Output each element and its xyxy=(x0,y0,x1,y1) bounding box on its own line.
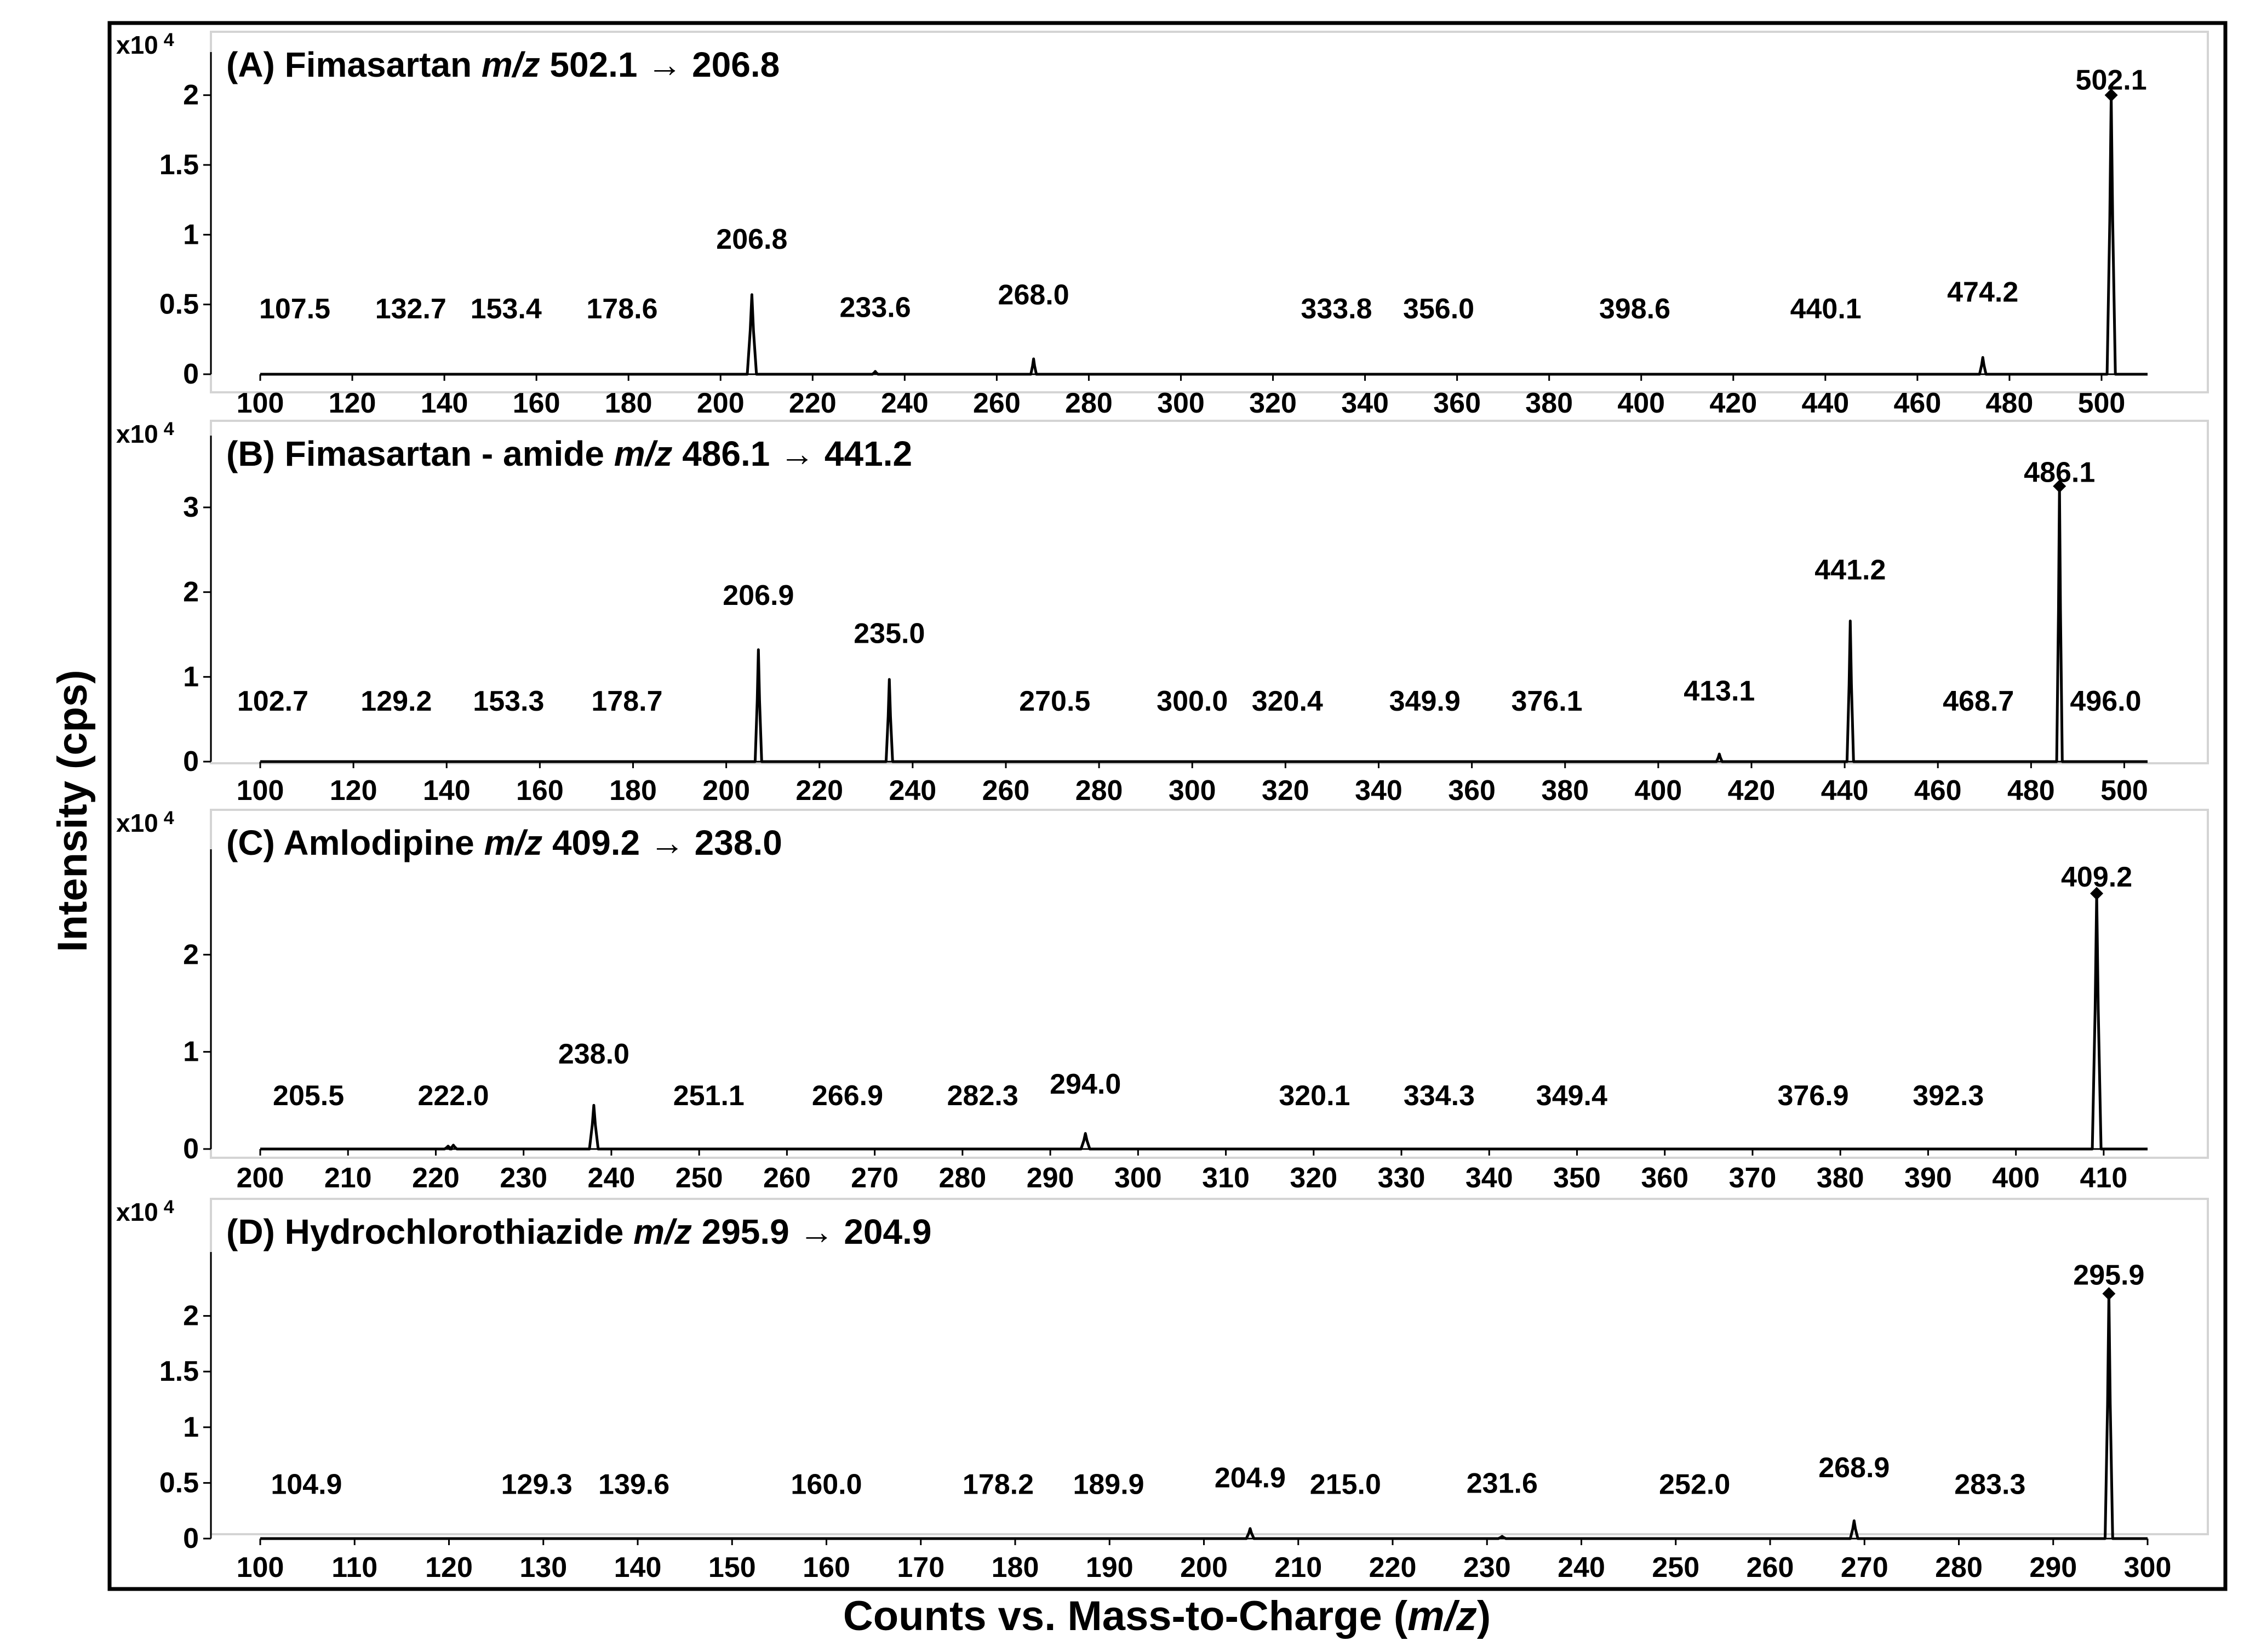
x-tick-label: 240 xyxy=(587,1162,636,1194)
x-tick-label: 230 xyxy=(500,1162,548,1194)
x-tick-label: 420 xyxy=(1727,775,1776,807)
x-tick-label: 240 xyxy=(889,775,937,807)
x-tick-label: 150 xyxy=(708,1552,756,1584)
y-multiplier-exponent: 4 xyxy=(163,419,174,439)
y-tick-label: 0 xyxy=(183,1133,199,1165)
x-tick-label: 500 xyxy=(2100,775,2148,807)
peak-label: 178.2 xyxy=(962,1468,1034,1501)
x-tick-label: 340 xyxy=(1355,775,1402,807)
x-tick-label: 160 xyxy=(516,775,564,807)
y-tick-label: 0 xyxy=(183,358,199,390)
peak-label: 376.1 xyxy=(1511,685,1583,718)
x-tick-label: 200 xyxy=(236,1162,284,1194)
peak-label: 398.6 xyxy=(1599,293,1671,325)
x-tick-label: 240 xyxy=(880,387,929,419)
x-tick-label: 320 xyxy=(1290,1162,1338,1194)
x-tick-label: 120 xyxy=(329,775,377,807)
x-tick-label: 440 xyxy=(1821,775,1869,807)
x-tick-label: 220 xyxy=(795,775,844,807)
spectrum-panel-c xyxy=(116,808,2208,1194)
y-axis-title: Intensity (cps) xyxy=(49,670,96,952)
y-multiplier-base: x10 xyxy=(116,420,158,448)
peak-label: 294.0 xyxy=(1050,1068,1121,1100)
x-tick-label: 460 xyxy=(1893,387,1942,419)
peak-label: 282.3 xyxy=(947,1080,1018,1112)
x-tick-label: 300 xyxy=(1157,387,1205,419)
x-tick-label: 160 xyxy=(512,387,560,419)
peak-label: 356.0 xyxy=(1402,293,1475,325)
spectrum-panel-d xyxy=(116,1197,2208,1584)
peak-label: 222.0 xyxy=(417,1080,489,1112)
peak-label: 376.9 xyxy=(1777,1080,1849,1112)
x-tick-label: 100 xyxy=(236,387,284,419)
y-tick-label: 2 xyxy=(183,939,199,971)
peak-label: 238.0 xyxy=(558,1038,629,1070)
peak-label: 160.0 xyxy=(791,1468,862,1501)
x-tick-label: 300 xyxy=(1168,775,1216,807)
peak-label: 502.1 xyxy=(2075,64,2147,96)
x-tick-label: 260 xyxy=(982,775,1030,807)
y-tick-label: 1 xyxy=(183,219,199,251)
x-tick-label: 390 xyxy=(1904,1162,1952,1194)
y-tick-label: 1 xyxy=(183,661,199,693)
peak-label: 413.1 xyxy=(1684,675,1755,707)
y-multiplier-exponent: 4 xyxy=(163,1197,174,1217)
x-tick-label: 120 xyxy=(328,387,376,419)
spectrum-panel-b xyxy=(116,419,2208,807)
panel-title-text: (D) Hydrochlorothiazide xyxy=(226,1212,634,1251)
x-tick-label: 100 xyxy=(236,1552,284,1584)
panel-title-transition: 502.1 → 206.8 xyxy=(540,45,780,84)
x-axis-title-prefix: Counts vs. Mass-to-Charge ( xyxy=(843,1593,1408,1639)
peak-label: 320.1 xyxy=(1279,1080,1350,1112)
y-tick-label: 0 xyxy=(183,746,199,778)
panel-title-transition: 409.2 → 238.0 xyxy=(542,823,782,862)
peak-label: 440.1 xyxy=(1790,293,1862,325)
x-tick-label: 350 xyxy=(1553,1162,1601,1194)
x-tick-label: 190 xyxy=(1085,1552,1134,1584)
y-tick-label: 3 xyxy=(183,491,199,523)
panel-title-text: (C) Amlodipine xyxy=(226,823,484,862)
peak-label: 268.9 xyxy=(1818,1452,1890,1484)
y-multiplier xyxy=(116,808,174,837)
x-tick-label: 290 xyxy=(2029,1552,2077,1584)
x-tick-label: 140 xyxy=(420,387,468,419)
panel-title xyxy=(226,1212,931,1251)
panel-title-mz: m/z xyxy=(633,1212,692,1251)
peak-label: 153.4 xyxy=(470,293,542,325)
peak-label: 205.5 xyxy=(273,1080,345,1112)
panel-title-text: (A) Fimasartan xyxy=(226,45,482,84)
peak-label: 139.6 xyxy=(598,1468,670,1501)
x-tick-label: 130 xyxy=(519,1552,568,1584)
panels xyxy=(116,30,2208,1584)
x-axis-title xyxy=(843,1593,1491,1639)
x-tick-label: 480 xyxy=(1985,387,2034,419)
x-tick-label: 280 xyxy=(938,1162,987,1194)
x-tick-label: 210 xyxy=(324,1162,372,1194)
x-tick-label: 320 xyxy=(1249,387,1297,419)
x-tick-label: 200 xyxy=(696,387,745,419)
y-multiplier xyxy=(116,1197,174,1226)
x-tick-label: 360 xyxy=(1448,775,1496,807)
peak-label: 300.0 xyxy=(1157,685,1228,718)
peak-label: 233.6 xyxy=(839,291,911,324)
x-tick-label: 200 xyxy=(702,775,751,807)
y-tick-label: 2 xyxy=(183,1300,199,1332)
y-tick-label: 2 xyxy=(183,79,199,111)
y-tick-label: 0 xyxy=(183,1523,199,1554)
peak-label: 333.8 xyxy=(1301,293,1372,325)
peak-label: 206.9 xyxy=(723,579,794,611)
peak-label: 496.0 xyxy=(2070,685,2142,718)
x-tick-label: 360 xyxy=(1641,1162,1689,1194)
x-tick-label: 260 xyxy=(1746,1552,1794,1584)
y-tick-label: 1 xyxy=(183,1036,199,1068)
peak-label: 129.3 xyxy=(501,1468,573,1501)
x-tick-label: 280 xyxy=(1935,1552,1983,1584)
x-tick-label: 260 xyxy=(763,1162,811,1194)
panel-frame xyxy=(211,32,2208,392)
peak-label: 129.2 xyxy=(360,685,432,718)
x-tick-label: 400 xyxy=(1992,1162,2040,1194)
y-tick-label: 2 xyxy=(183,576,199,608)
x-tick-label: 250 xyxy=(675,1162,723,1194)
peak-label: 349.9 xyxy=(1389,685,1461,718)
peak-label: 283.3 xyxy=(1954,1468,2026,1501)
y-tick-label: 1.5 xyxy=(159,1356,199,1388)
x-tick-label: 210 xyxy=(1274,1552,1323,1584)
y-multiplier-base: x10 xyxy=(116,809,158,837)
y-tick-label: 0.5 xyxy=(159,1467,199,1499)
x-tick-label: 240 xyxy=(1558,1552,1605,1584)
x-tick-label: 220 xyxy=(412,1162,460,1194)
panel-title-transition: 486.1 → 441.2 xyxy=(672,434,913,473)
x-tick-label: 140 xyxy=(422,775,471,807)
x-tick-label: 170 xyxy=(897,1552,945,1584)
x-axis-title-italic: m/z xyxy=(1407,1593,1477,1639)
x-tick-label: 300 xyxy=(2123,1552,2172,1584)
x-tick-label: 120 xyxy=(425,1552,473,1584)
peak-label: 102.7 xyxy=(237,685,309,718)
peak-label: 178.6 xyxy=(586,293,658,325)
x-tick-label: 280 xyxy=(1075,775,1123,807)
peak-label: 107.5 xyxy=(259,293,331,325)
panel-title-text: (B) Fimasartan - amide xyxy=(226,434,614,473)
peak-label: 231.6 xyxy=(1466,1467,1538,1500)
x-tick-label: 380 xyxy=(1525,387,1573,419)
x-tick-label: 380 xyxy=(1541,775,1589,807)
peak-label: 189.9 xyxy=(1073,1468,1144,1501)
y-multiplier-exponent: 4 xyxy=(163,808,174,828)
peak-label: 270.5 xyxy=(1019,685,1091,718)
x-tick-label: 300 xyxy=(1114,1162,1162,1194)
peak-label: 235.0 xyxy=(854,618,925,650)
peak-label: 266.9 xyxy=(811,1080,884,1112)
x-tick-label: 180 xyxy=(604,387,652,419)
peak-label: 334.3 xyxy=(1403,1080,1475,1112)
panel-title-mz: m/z xyxy=(481,45,540,84)
x-tick-label: 320 xyxy=(1261,775,1309,807)
x-tick-label: 330 xyxy=(1377,1162,1426,1194)
x-tick-label: 310 xyxy=(1202,1162,1250,1194)
x-tick-label: 420 xyxy=(1709,387,1758,419)
x-tick-label: 440 xyxy=(1801,387,1850,419)
y-multiplier xyxy=(116,419,174,448)
spectrum-panel-a xyxy=(116,30,2208,419)
peak-label: 153.3 xyxy=(473,685,545,718)
peak-label: 349.4 xyxy=(1536,1080,1607,1112)
x-tick-label: 400 xyxy=(1634,775,1682,807)
x-tick-label: 220 xyxy=(788,387,837,419)
peak-label: 474.2 xyxy=(1947,276,2019,308)
peak-label: 268.0 xyxy=(998,279,1069,311)
x-tick-label: 140 xyxy=(614,1552,662,1584)
x-tick-label: 200 xyxy=(1180,1552,1228,1584)
x-tick-label: 290 xyxy=(1026,1162,1074,1194)
x-tick-label: 410 xyxy=(2080,1162,2128,1194)
peak-label: 486.1 xyxy=(2024,456,2096,489)
x-tick-label: 360 xyxy=(1433,387,1481,419)
peak-label: 392.3 xyxy=(1913,1080,1984,1112)
peak-label: 409.2 xyxy=(2060,861,2133,894)
x-tick-label: 110 xyxy=(331,1552,378,1584)
y-multiplier-base: x10 xyxy=(116,31,158,59)
x-tick-label: 100 xyxy=(236,775,284,807)
panel-title-transition: 295.9 → 204.9 xyxy=(691,1212,932,1251)
y-multiplier-base: x10 xyxy=(116,1198,158,1226)
y-tick-label: 0.5 xyxy=(159,288,199,321)
x-tick-label: 180 xyxy=(991,1552,1039,1584)
peak-label: 252.0 xyxy=(1659,1468,1731,1501)
x-tick-label: 370 xyxy=(1728,1162,1777,1194)
panel-title xyxy=(226,45,780,84)
panel-title-mz: m/z xyxy=(614,434,673,473)
x-tick-label: 500 xyxy=(2077,387,2126,419)
x-tick-label: 340 xyxy=(1341,387,1389,419)
peak-label: 215.0 xyxy=(1309,1468,1381,1501)
y-tick-label: 1 xyxy=(183,1411,199,1443)
peak-label: 204.9 xyxy=(1214,1462,1286,1494)
x-tick-label: 400 xyxy=(1617,387,1665,419)
x-tick-label: 380 xyxy=(1816,1162,1864,1194)
x-tick-label: 250 xyxy=(1652,1552,1700,1584)
peak-label: 468.7 xyxy=(1943,685,2014,718)
y-multiplier xyxy=(116,30,174,59)
peak-label: 132.7 xyxy=(375,293,446,325)
y-multiplier-exponent: 4 xyxy=(163,30,174,50)
x-tick-label: 340 xyxy=(1465,1162,1513,1194)
x-tick-label: 180 xyxy=(609,775,657,807)
panel-title-mz: m/z xyxy=(484,823,543,862)
x-axis-title-suffix: ) xyxy=(1476,1593,1491,1639)
peak-label: 251.1 xyxy=(673,1080,745,1112)
panel-title xyxy=(226,823,782,862)
peak-label: 104.9 xyxy=(271,1468,342,1501)
peak-label: 295.9 xyxy=(2073,1259,2145,1291)
x-tick-label: 220 xyxy=(1369,1552,1417,1584)
x-tick-label: 270 xyxy=(1840,1552,1888,1584)
x-tick-label: 160 xyxy=(803,1552,850,1584)
x-tick-label: 260 xyxy=(973,387,1021,419)
x-tick-label: 230 xyxy=(1463,1552,1511,1584)
x-tick-label: 270 xyxy=(851,1162,899,1194)
x-tick-label: 480 xyxy=(2007,775,2055,807)
peak-label: 178.7 xyxy=(591,685,663,718)
peak-label: 320.4 xyxy=(1251,685,1323,718)
peak-label: 441.2 xyxy=(1814,554,1886,586)
x-tick-label: 280 xyxy=(1065,387,1113,419)
x-tick-label: 460 xyxy=(1914,775,1962,807)
panel-title xyxy=(226,434,912,473)
y-tick-label: 1.5 xyxy=(159,149,199,181)
peak-label: 206.8 xyxy=(716,223,788,255)
